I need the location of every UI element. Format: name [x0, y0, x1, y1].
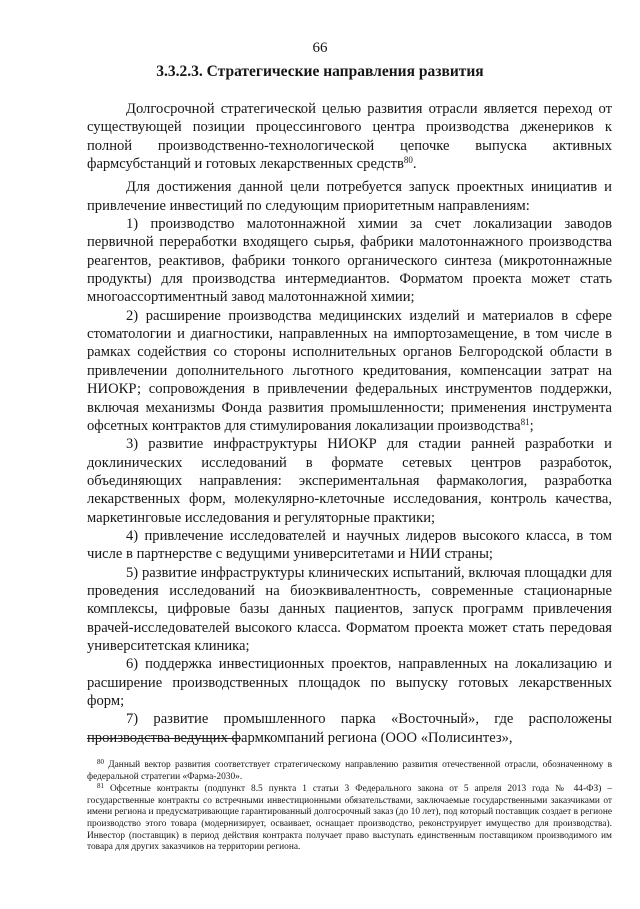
list-item-6: 6) поддержка инвестиционных проектов, направленных на локализацию и расширение производственных площадок по выпуску готовых лекарственных форм;	[87, 656, 612, 709]
footnote-80: $^{80}$ Данный вектор развития соответствует стратегическому направлению развития отечественной отрасли, обозначенному в федеральной стратегии «Фарма-2030».	[87, 758, 612, 782]
footnotes	[87, 760, 612, 855]
list-item-3: 3) развитие инфраструктуры НИОКР для стадии ранней разработки и доклинических исследований в формате сетевых центров разработок, объединяющих направления: экспериментальная фармакология, разработка лекарственных форм, молекулярно-клеточные исследования, контроль качества, маркетинговые исследования и регуляторные практики;	[87, 436, 612, 526]
paragraph-goal: Долгосрочной стратегической целью развития отрасли является переход от существующей позиции процессингового центра производства дженериков к полной производственно-технологической цепочке выпуска активных фармсубстанций и готовых лекарственных средств$^{80}$.	[87, 101, 612, 173]
section-heading: 3.3.2.3. Стратегические направления развития	[156, 63, 484, 80]
footnote-ref-80: 80	[403, 155, 413, 166]
body-text	[87, 100, 612, 747]
footnote-81: $^{81}$ Офсетные контракты (подпункт 8.5 пункта 1 статьи 3 Федерального закона от 5 апреля 2013 года № 44-ФЗ) – государственные контракты со встречными инвестиционными обязательствами, заключаемые государственными заказчиками от имени региона и предусматривающие гарантированный долгосрочный заказ (до 10 лет), под который поставщик создает в регионе производство этого товара (модернизирует, осваивает, оснащает производство, реконструирует имущество для производства). Инвестор (поставщик) в период действия контракта получает право выступать единственным поставщиком производимого им товара для других заказчиков на территории региона.	[87, 782, 613, 853]
paragraph-intro: Для достижения данной цели потребуется запуск проектных инициатив и привлечение инвестиций по следующим приоритетным направлениям:	[87, 179, 612, 214]
list-item-7: 7) развитие промышленного парка «Восточный», где расположены производства ведущих фармкомпаний региона (ООО «Полисинтез»,	[87, 711, 612, 746]
list-item-5: 5) развитие инфраструктуры клинических испытаний, включая площадки для проведения исследований на биоэквивалентность, современные стационарные комплексы, цифровые базы данных пациентов, запуск программ привлечения врачей-исследователей высокого класса. Форматом проекта может стать передовая университетская клиника;	[87, 564, 612, 654]
footnote-ref-81: 81	[520, 416, 530, 427]
footnote-divider	[87, 738, 241, 739]
page-number: 66	[312, 40, 328, 56]
list-item-4: 4) привлечение исследователей и научных лидеров высокого класса, в том числе в партнерстве с ведущими университетами и НИИ страны;	[87, 527, 612, 563]
list-item-1: 1) производство малотоннажной химии за счет локализации заводов первичной переработки входящего сырья, фабрики малотоннажного производства реагентов, реактивов, фабрики тонкого органического синтеза (микротоннажные продукты) для производства интермедиантов. Форматом проекта может стать многоассортиментный завод малотоннажной химии;	[87, 216, 612, 306]
list-item-2: 2) расширение производства медицинских изделий и материалов в сфере стоматологии и диагностики, направленных на импортозамещение, в том числе в рамках содействия со стороны исполнительных органов Белгородской области в привлечении дополнительного льготного кредитования, компенсации затрат на НИОКР; сопровождения в привлечении федеральных инструментов поддержки, включая механизмы Фонда развития промышленности; применения инструмента офсетных контрактов для стимулирования локализации производства$^{81}$;	[87, 307, 612, 434]
